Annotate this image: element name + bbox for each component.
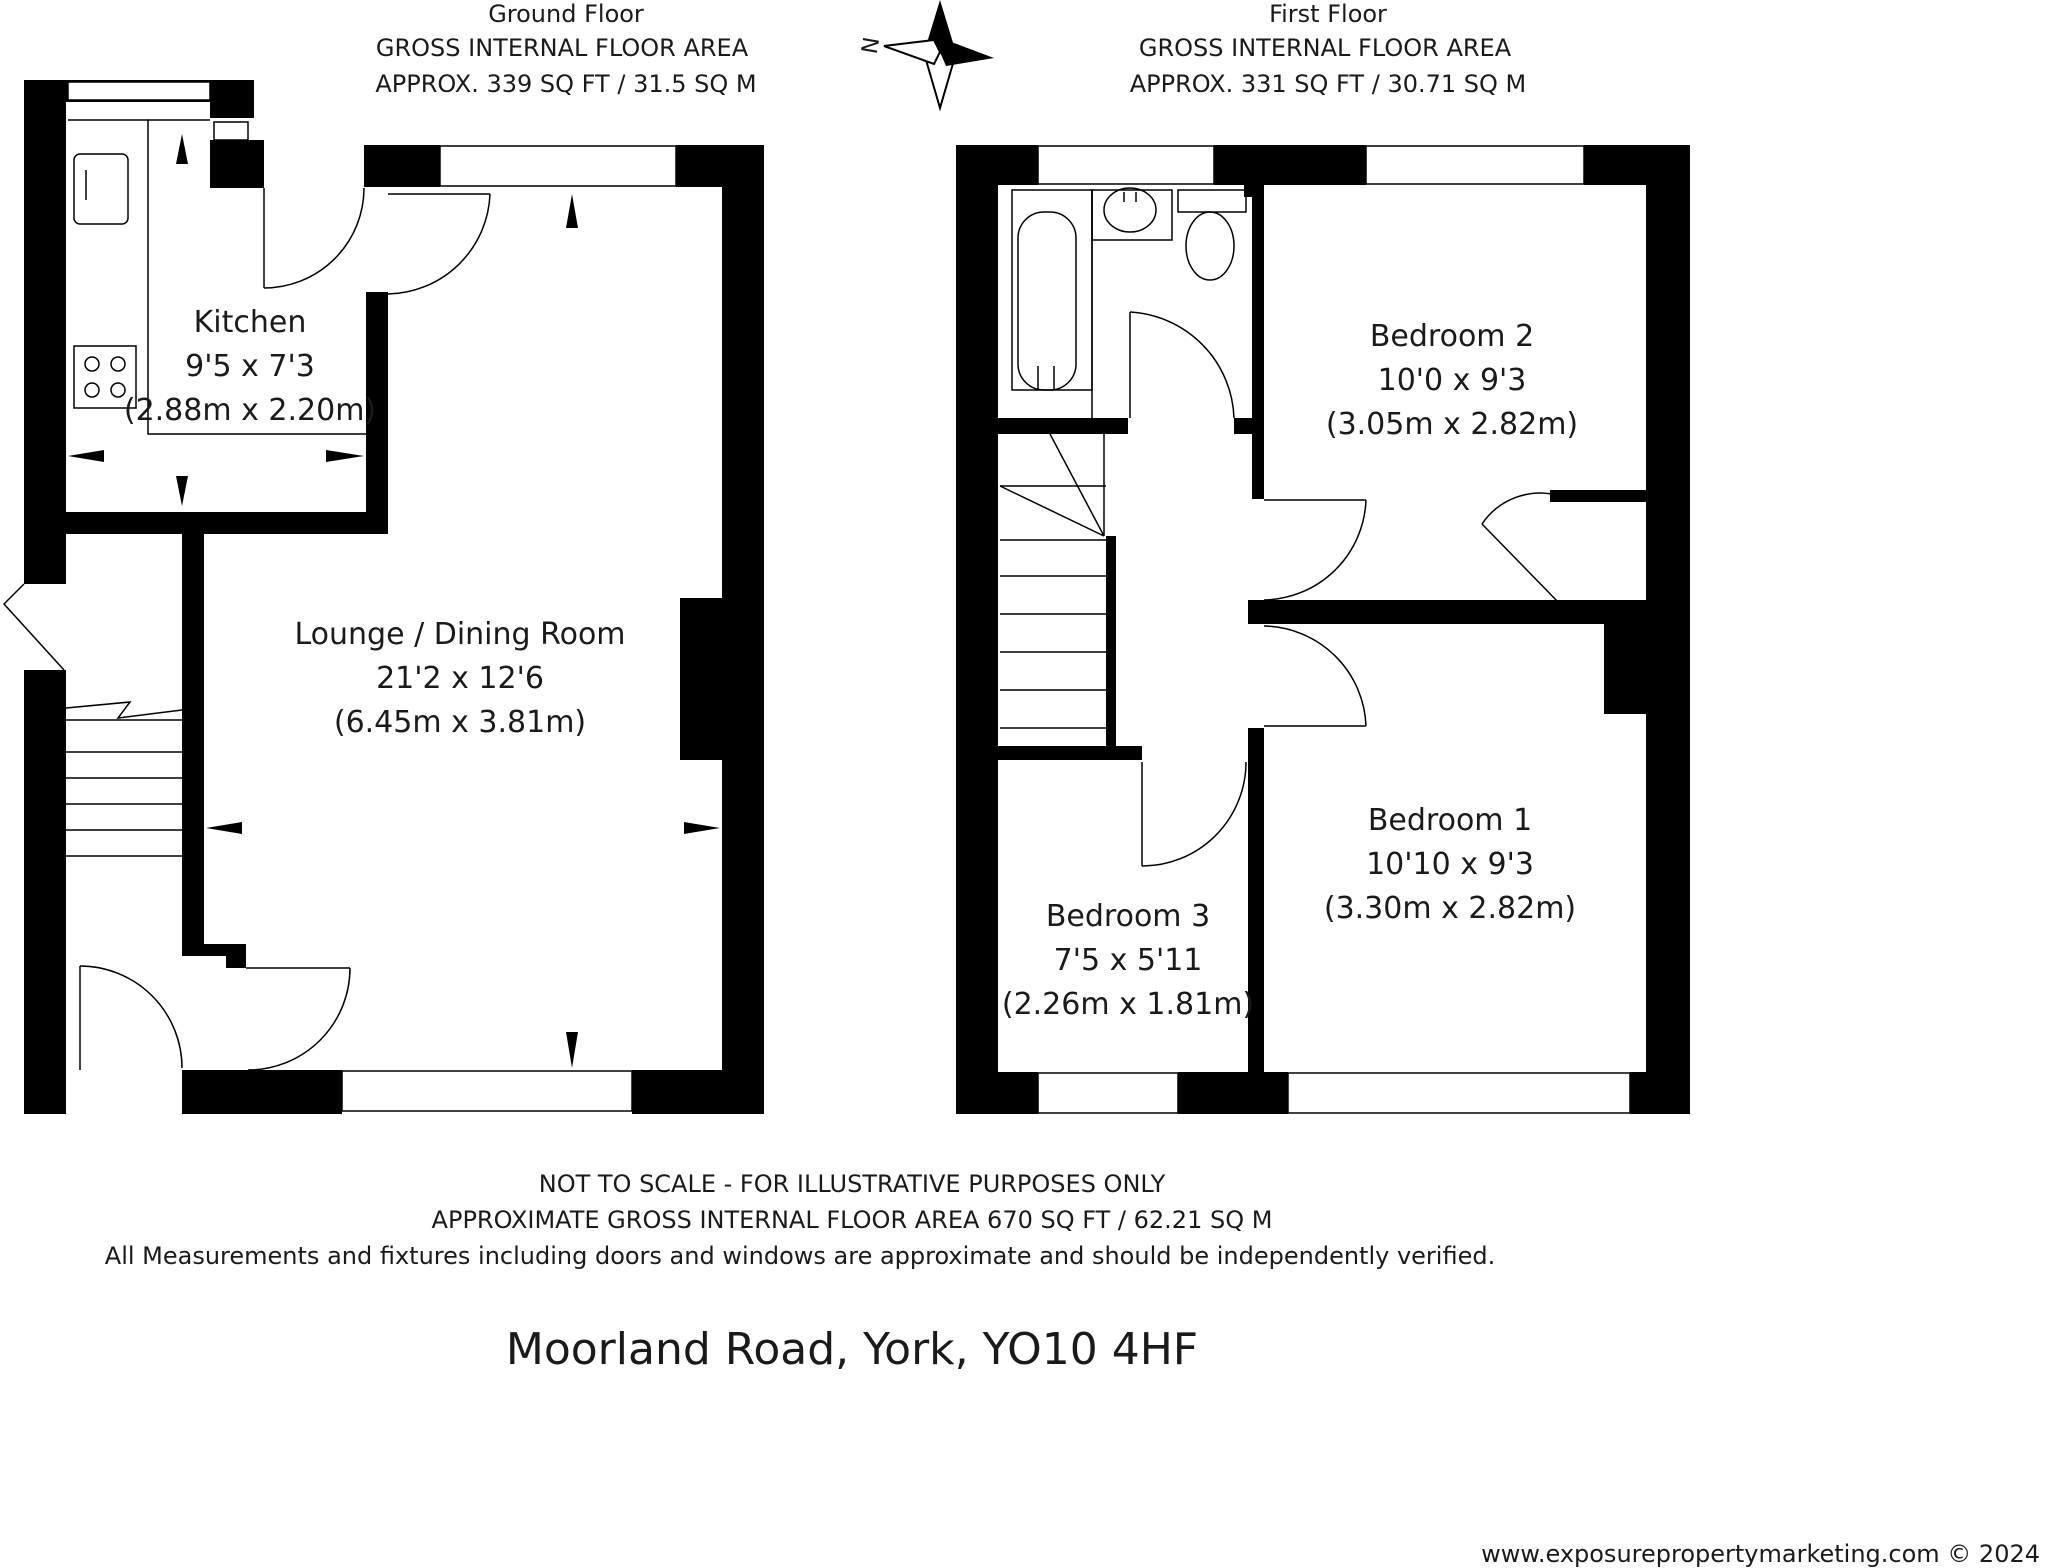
basin-icon [1092,188,1172,240]
property-address: Moorland Road, York, YO10 4HF [505,1324,1199,1375]
wall [66,512,388,534]
dimension-arrow [566,1032,578,1068]
room-size-imperial-bedroom-2: 10'0 x 9'3 [1377,363,1527,398]
disclaimer-not-to-scale: NOT TO SCALE - FOR ILLUSTRATIVE PURPOSES ONLY [538,1170,1166,1198]
dimension-arrow [68,450,104,462]
wall [1604,622,1646,714]
wall [210,80,254,118]
room-size-metric-bedroom-1: (3.30m x 2.82m) [1323,891,1577,926]
dimension-arrow [326,450,364,462]
wall [24,670,66,1114]
bath-icon [1012,190,1092,390]
staircase [66,702,182,856]
door-swing [264,188,364,288]
lounge-front-window [342,1071,632,1111]
wall [1178,1072,1288,1114]
dimension-arrow [176,134,188,164]
dimension-arrow [206,822,242,834]
compass-north-label: N [857,35,886,56]
wall [722,145,764,1114]
wall [1550,490,1646,502]
wall [1252,185,1264,499]
room-name-bedroom-3: Bedroom 3 [1045,899,1211,934]
bedroom-3-window [1038,1073,1178,1113]
door-swing [80,966,182,1068]
room-size-imperial-kitchen: 9'5 x 7'3 [185,349,315,384]
wall [998,746,1142,760]
door-swing [388,194,490,294]
wall [1248,600,1646,624]
first-floor-area-value: APPROX. 331 SQ FT / 30.71 SQ M [1129,70,1527,98]
staircase [1000,434,1106,728]
copyright: www.exposurepropertymarketing.com © 2024 [1481,1540,2040,1568]
room-size-imperial-bedroom-3: 7'5 x 5'11 [1053,943,1203,978]
disclaimer-measurements: All Measurements and fixtures including doors and windows are approximate and should be independently verified. [104,1242,1496,1270]
wall-vent [214,122,248,140]
door-swing [1130,312,1234,418]
door-swing [1142,762,1246,866]
door-swing [1264,626,1366,726]
sink-icon [74,154,128,224]
bedroom-2-window [1366,146,1584,184]
first-floor-area-label: GROSS INTERNAL FLOOR AREA [1138,34,1512,62]
ground-floor-plan [4,80,764,1114]
room-size-metric-lounge: (6.45m x 3.81m) [333,705,587,740]
first-floor-title: First Floor [1269,0,1387,28]
dimension-arrow [684,822,720,834]
wall [956,145,998,1114]
room-size-imperial-lounge: 21'2 x 12'6 [376,661,544,696]
toilet-icon [1178,190,1246,280]
chimney-breast [680,598,722,760]
ground-floor-area-value: APPROX. 339 SQ FT / 31.5 SQ M [375,70,757,98]
wall [632,1070,764,1114]
room-size-metric-bedroom-2: (3.05m x 2.82m) [1325,407,1579,442]
wall [1214,145,1366,185]
room-size-metric-kitchen: (2.88m x 2.20m) [123,393,377,428]
disclaimer-total-area: APPROXIMATE GROSS INTERNAL FLOOR AREA 670 SQ FT / 62.21 SQ M [431,1206,1273,1234]
side-door [4,584,64,670]
ground-floor-area-label: GROSS INTERNAL FLOOR AREA [375,34,749,62]
room-name-bedroom-1: Bedroom 1 [1367,803,1533,838]
wall [182,534,204,954]
ground-floor-title: Ground Floor [488,0,644,28]
wall [226,944,246,968]
door-swing [248,968,350,1070]
door-swing [1264,500,1366,600]
compass-star-icon [858,0,994,108]
wall [998,418,1128,434]
wall [1646,145,1690,1114]
wall [364,145,440,187]
wall [998,145,1038,185]
wall [210,140,264,188]
bedroom-1-window [1288,1073,1630,1113]
dimension-arrow [566,194,578,228]
room-size-imperial-bedroom-1: 10'10 x 9'3 [1366,847,1534,882]
lounge-rear-window [440,146,676,186]
dimension-arrow [176,476,188,506]
wall [182,1070,342,1114]
bathroom-window [1038,146,1214,184]
room-name-kitchen: Kitchen [193,305,307,340]
wall [1630,1072,1690,1114]
wall [24,80,66,584]
door-swing [1482,493,1560,524]
wall [1106,536,1116,746]
room-size-metric-bedroom-3: (2.26m x 1.81m) [1001,987,1255,1022]
kitchen-window [68,82,210,100]
room-name-lounge: Lounge / Dining Room [294,617,626,652]
room-name-bedroom-2: Bedroom 2 [1369,319,1535,354]
wall [998,1072,1038,1114]
